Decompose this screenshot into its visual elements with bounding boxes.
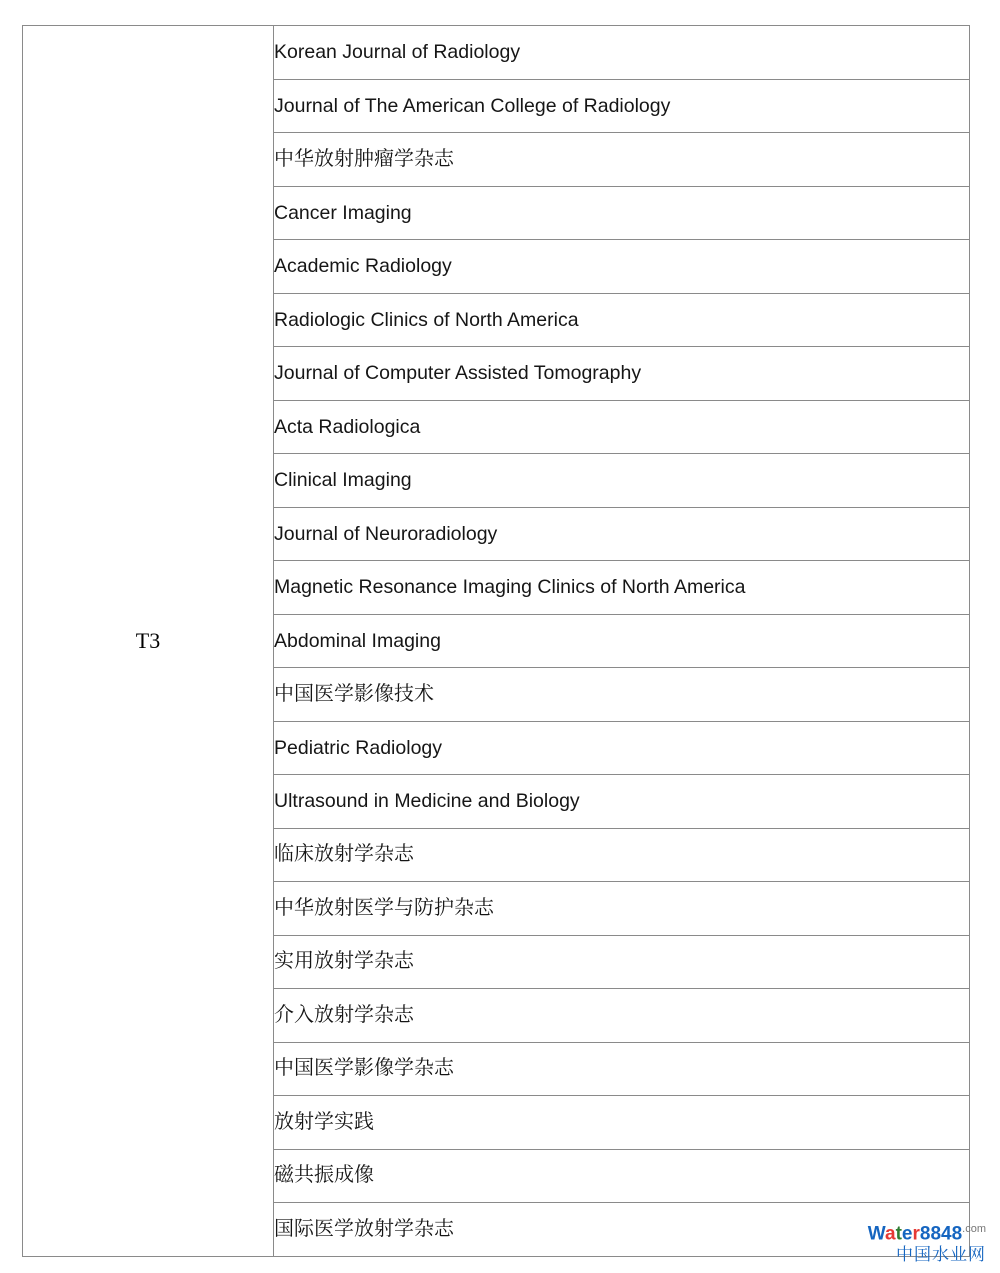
journal-name-cell: Radiologic Clinics of North America <box>274 293 970 347</box>
watermark-brand <box>868 1223 986 1245</box>
watermark-site-name: 中国水业网 <box>896 1245 986 1265</box>
journal-name-cell: 放射学实践 <box>274 1096 970 1150</box>
watermark-letter-t: t <box>895 1223 902 1245</box>
group-label-cell: T3 <box>23 26 274 1257</box>
journal-name-cell: 介入放射学杂志 <box>274 989 970 1043</box>
table-row <box>23 26 970 80</box>
journal-table-body <box>23 26 970 1257</box>
watermark-letter-a: a <box>884 1223 896 1245</box>
journal-name-cell: Magnetic Resonance Imaging Clinics of North America <box>274 561 970 615</box>
watermark-domain-suffix: .com <box>962 1223 986 1236</box>
watermark <box>868 1223 986 1265</box>
watermark-letter-e: e <box>901 1223 913 1245</box>
journal-name-cell: Journal of Neuroradiology <box>274 507 970 561</box>
journal-name-cell: Pediatric Radiology <box>274 721 970 775</box>
journal-name-cell: Journal of The American College of Radiology <box>274 79 970 133</box>
journal-name-cell: Academic Radiology <box>274 240 970 294</box>
watermark-digits: 8848 <box>919 1223 963 1245</box>
journal-name-cell: 中国医学影像学杂志 <box>274 1042 970 1096</box>
journal-name-cell: Acta Radiologica <box>274 400 970 454</box>
journal-name-cell: 磁共振成像 <box>274 1149 970 1203</box>
journal-name-cell: Abdominal Imaging <box>274 614 970 668</box>
journal-name-cell: 中华放射肿瘤学杂志 <box>274 133 970 187</box>
watermark-letter-r: r <box>912 1223 920 1245</box>
journal-name-cell: Korean Journal of Radiology <box>274 26 970 80</box>
journal-name-cell: 国际医学放射学杂志 <box>274 1203 970 1257</box>
journal-name-cell: 实用放射学杂志 <box>274 935 970 989</box>
journal-name-cell: Cancer Imaging <box>274 186 970 240</box>
journal-name-cell: Clinical Imaging <box>274 454 970 508</box>
watermark-letter-w: W <box>867 1223 885 1245</box>
journal-name-cell: 中国医学影像技术 <box>274 668 970 722</box>
journal-name-cell: Journal of Computer Assisted Tomography <box>274 347 970 401</box>
journal-table <box>22 25 970 1257</box>
journal-name-cell: 中华放射医学与防护杂志 <box>274 882 970 936</box>
journal-name-cell: Ultrasound in Medicine and Biology <box>274 775 970 829</box>
journal-name-cell: 临床放射学杂志 <box>274 828 970 882</box>
